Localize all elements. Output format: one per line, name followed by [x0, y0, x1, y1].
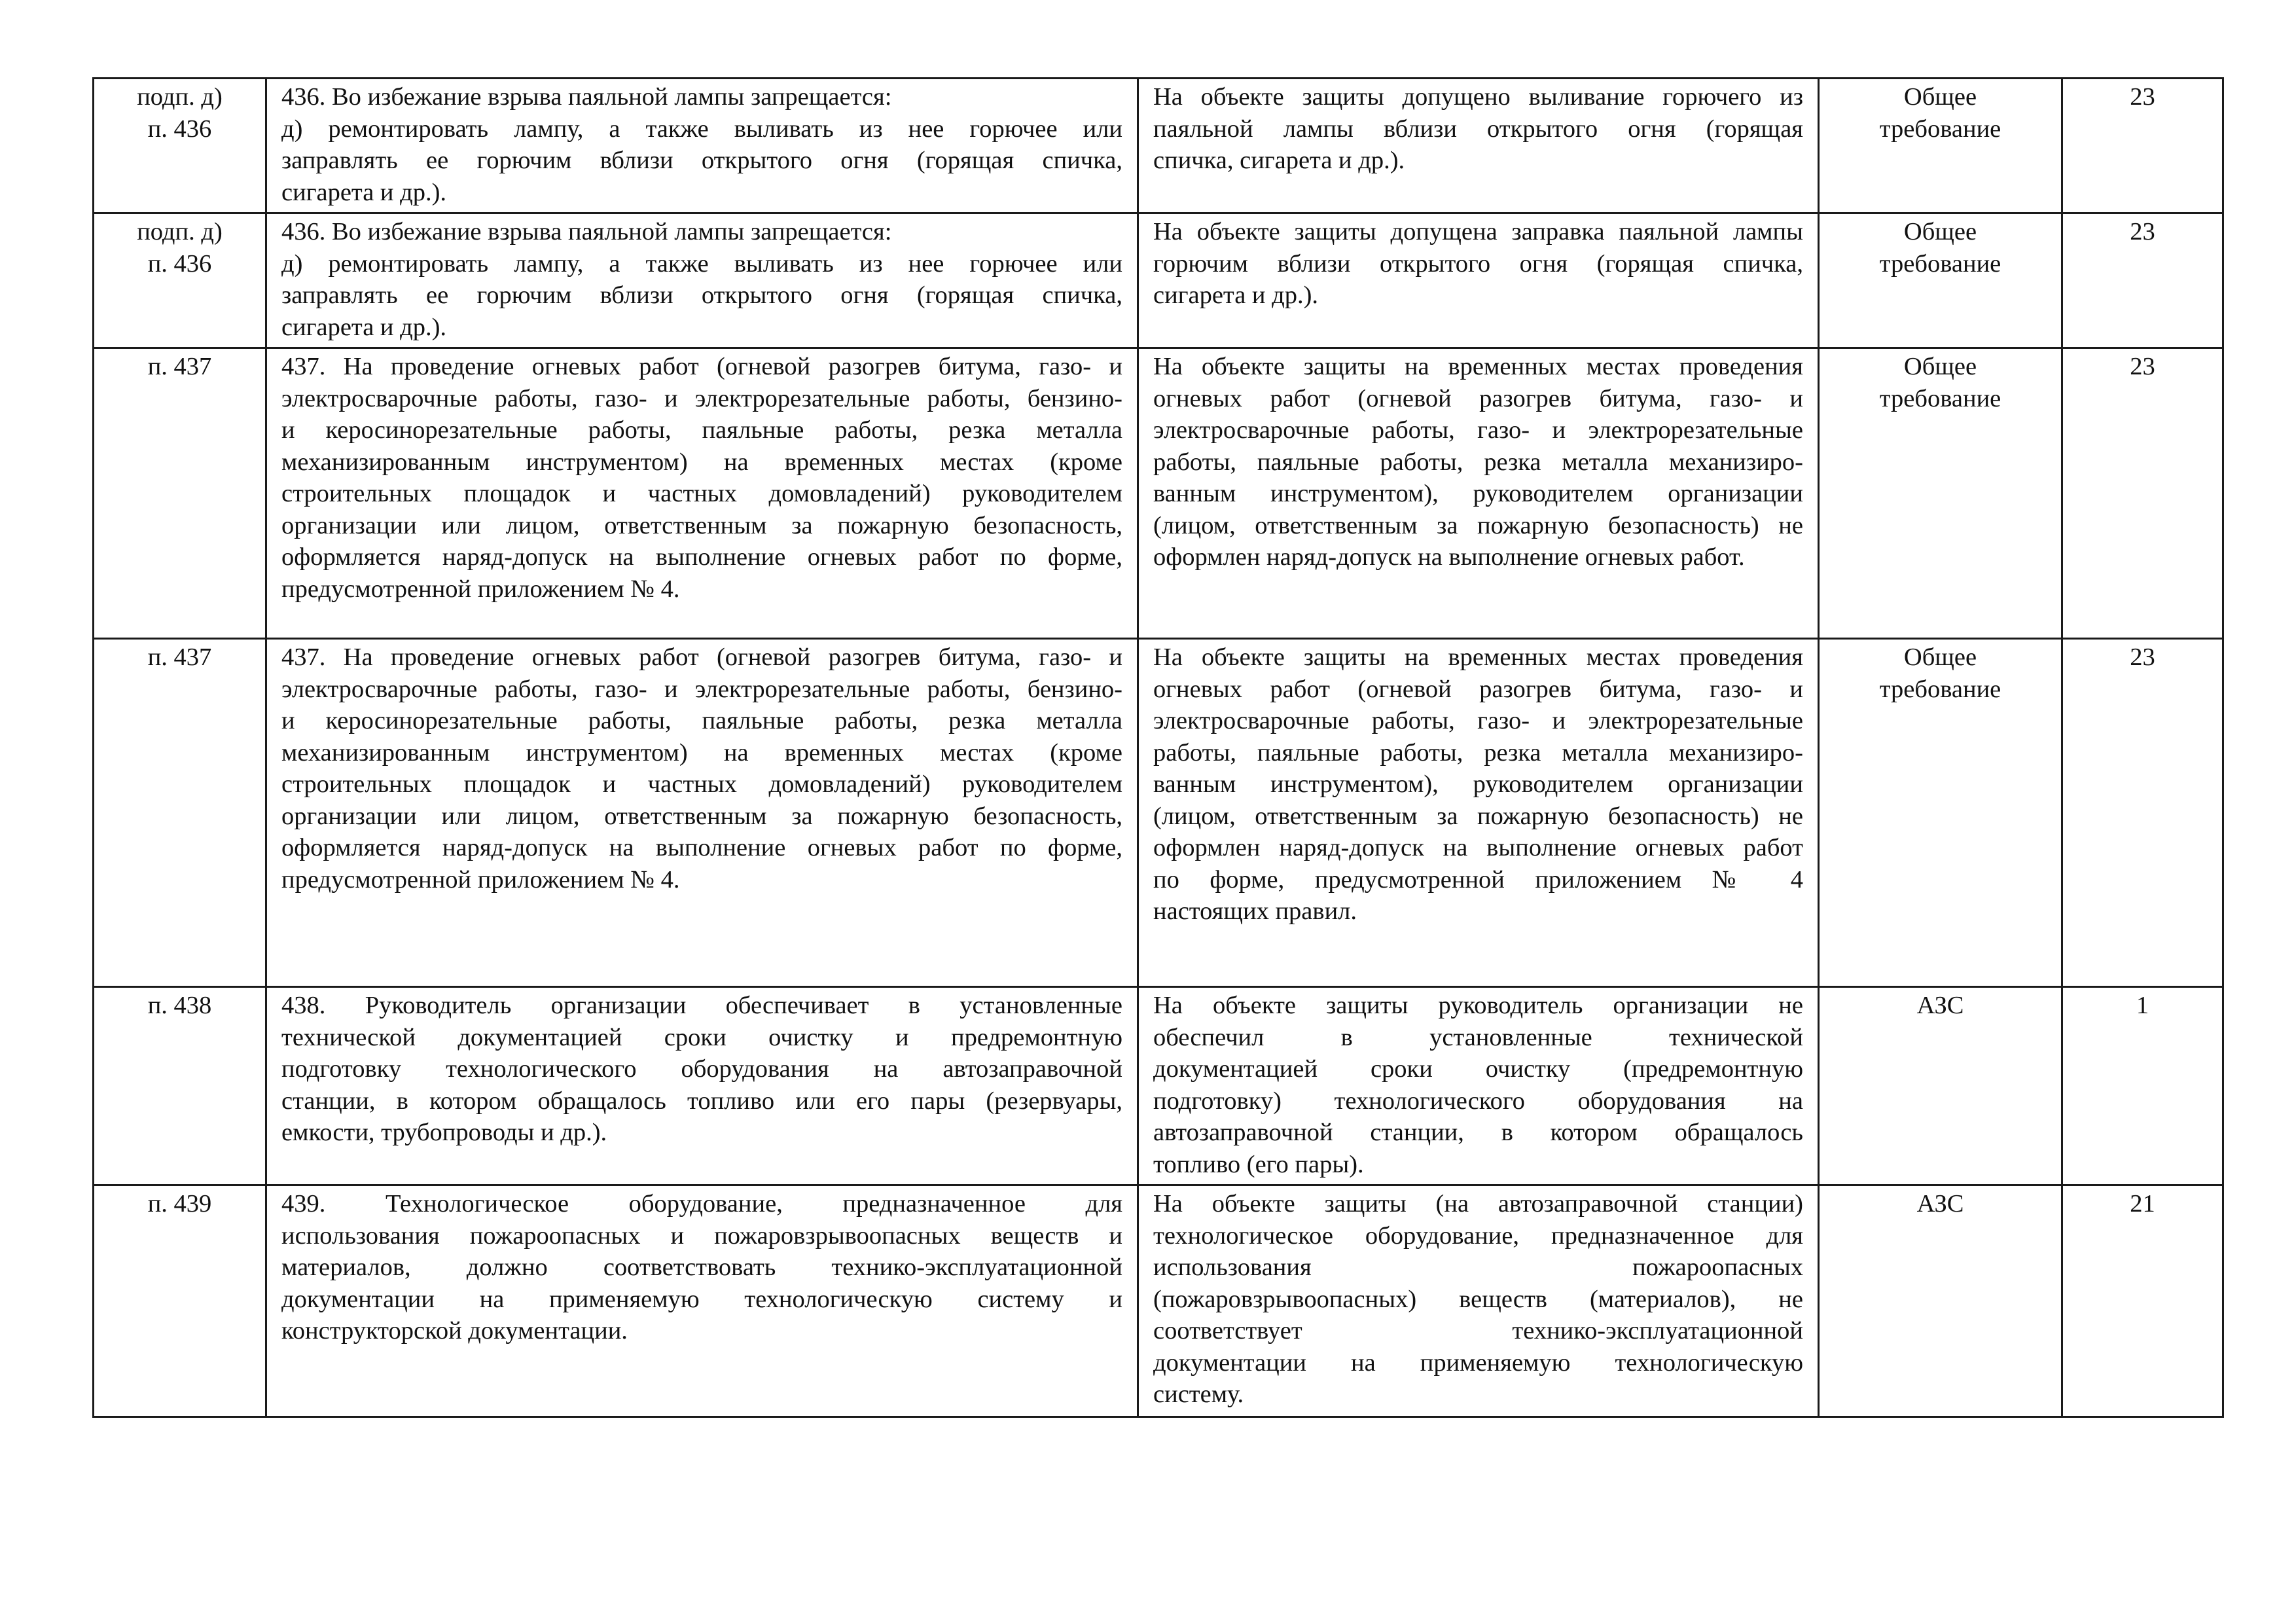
requirement-line: механизированным инструментом) на временных местах (кроме [281, 448, 1122, 476]
number-cell: 23 [2062, 639, 2223, 987]
requirement-line: емкости, трубопроводы и др.). [281, 1119, 607, 1146]
requirement-cell [266, 348, 1138, 639]
violation-line: соответствует технико-эксплуатационной [1153, 1317, 1803, 1344]
requirement-line: 436. Во избежание взрыва паяльной лампы запрещается: [281, 218, 892, 245]
requirement-cell [266, 639, 1138, 987]
requirement-line: конструкторской документации. [281, 1317, 628, 1344]
violation-line: электросварочные работы, газо- и электрорезательные [1153, 416, 1803, 444]
violation-line: сигарета и др.). [1153, 281, 1319, 309]
number-cell: 23 [2062, 348, 2223, 639]
table-row [94, 213, 2223, 348]
violation-line: огневых работ (огневой разогрев битума, газо- и [1153, 675, 1803, 703]
requirement-line: заправлять ее горючим вблизи открытого огня (горящая спичка, [281, 281, 1122, 309]
requirement-line: строительных площадок и частных домовладений) руководителем [281, 770, 1122, 798]
violation-line: На объекте защиты руководитель организации не [1153, 992, 1803, 1019]
violation-cell [1138, 639, 1819, 987]
category-line: Общее [1903, 83, 1977, 111]
requirement-line: 438. Руководитель организации обеспечивает в установленные [281, 992, 1122, 1019]
category-line: требование [1879, 115, 2001, 143]
violation-cell [1138, 1185, 1819, 1417]
table-row [94, 987, 2223, 1185]
violation-cell [1138, 213, 1819, 348]
requirement-line: д) ремонтировать лампу, а также выливать из нее горючее или [281, 249, 1122, 278]
reference-line: подп. д) [137, 83, 223, 111]
violation-line: обеспечил в установленные технической [1153, 1023, 1803, 1051]
category-line: АЗС [1916, 1190, 1964, 1218]
requirement-line: 437. На проведение огневых работ (огневой разогрев битума, газо- и [281, 353, 1122, 380]
requirement-line: использования пожароопасных и пожаровзрывоопасных веществ и [281, 1221, 1122, 1250]
table-body [94, 79, 2223, 1417]
requirement-line: оформляется наряд-допуск на выполнение огневых работ по форме, [281, 834, 1122, 861]
number-cell: 23 [2062, 213, 2223, 348]
reference-line: п. 437 [147, 353, 212, 380]
category-cell [1819, 639, 2062, 987]
violation-line: На объекте защиты (на автозаправочной станции) [1153, 1190, 1803, 1218]
requirement-line: 439. Технологическое оборудование, предназначенное для [281, 1190, 1122, 1218]
table-row [94, 639, 2223, 987]
category-line: требование [1879, 249, 2001, 278]
reference-line: п. 438 [147, 992, 212, 1019]
requirement-line: станции, в котором обращалось топливо или его пары (резервуары, [281, 1087, 1122, 1115]
violation-line: электросварочные работы, газо- и электрорезательные [1153, 707, 1803, 734]
requirement-line: и керосинорезательные работы, паяльные работы, резка металла [281, 416, 1122, 444]
reference-line: п. 436 [147, 115, 212, 143]
violation-line: подготовку) технологического оборудования на [1153, 1087, 1803, 1115]
violation-line: ванным инструментом), руководителем организации [1153, 770, 1803, 798]
violation-line: технологическое оборудование, предназначенное для [1153, 1221, 1803, 1250]
violation-line: документацией сроки очистку (предремонтную [1153, 1055, 1803, 1083]
category-line: Общее [1903, 643, 1977, 671]
category-cell [1819, 987, 2062, 1185]
reference-line: подп. д) [137, 218, 223, 245]
requirement-line: оформляется наряд-допуск на выполнение огневых работ по форме, [281, 543, 1122, 571]
category-cell [1819, 348, 2062, 639]
category-cell [1819, 213, 2062, 348]
requirement-line: механизированным инструментом) на временных местах (кроме [281, 738, 1122, 767]
reference-cell [94, 639, 266, 987]
violation-line: автозаправочной станции, в котором обращалось [1153, 1119, 1803, 1146]
violation-line: настоящих правил. [1153, 897, 1357, 925]
violation-cell [1138, 987, 1819, 1185]
reference-cell [94, 1185, 266, 1417]
category-line: АЗС [1916, 992, 1964, 1019]
category-line: Общее [1903, 353, 1977, 380]
requirement-line: сигарета и др.). [281, 178, 447, 206]
requirement-line: предусмотренной приложением № 4. [281, 575, 680, 603]
requirement-cell [266, 213, 1138, 348]
requirement-cell [266, 1185, 1138, 1417]
violation-line: (лицом, ответственным за пожарную безопасность) не [1153, 802, 1803, 830]
requirement-line: электросварочные работы, газо- и электрорезательные работы, бензино- [281, 675, 1122, 703]
category-line: требование [1879, 675, 2001, 703]
requirement-line: документации на применяемую технологическую систему и [281, 1285, 1122, 1313]
violation-line: использования пожароопасных [1153, 1254, 1803, 1281]
requirement-line: д) ремонтировать лампу, а также выливать из нее горючее или [281, 115, 1122, 143]
violation-line: спичка, сигарета и др.). [1153, 147, 1405, 174]
reference-cell [94, 987, 266, 1185]
table-row [94, 1185, 2223, 1417]
violation-line: топливо (его пары). [1153, 1150, 1364, 1178]
requirement-line: подготовку технологического оборудования на автозаправочной [281, 1055, 1122, 1083]
violation-line: горючим вблизи открытого огня (горящая спичка, [1153, 249, 1803, 278]
requirement-cell [266, 79, 1138, 213]
reference-line: п. 439 [147, 1190, 212, 1218]
reference-line: п. 436 [147, 249, 212, 278]
requirement-line: сигарета и др.). [281, 313, 447, 341]
violation-line: На объекте защиты на временных местах проведения [1153, 353, 1803, 380]
requirement-line: предусмотренной приложением № 4. [281, 865, 680, 893]
violation-line: На объекте защиты допущено выливание горючего из [1153, 83, 1803, 111]
requirement-line: организации или лицом, ответственным за пожарную безопасность, [281, 802, 1122, 830]
violation-line: (лицом, ответственным за пожарную безопасность) не [1153, 511, 1803, 539]
violation-cell [1138, 79, 1819, 213]
table-row [94, 79, 2223, 213]
violation-line: работы, паяльные работы, резка металла механизиро- [1153, 448, 1803, 476]
requirement-line: технической документацией сроки очистку и предремонтную [281, 1023, 1122, 1051]
violation-line: оформлен наряд-допуск на выполнение огневых работ [1153, 834, 1803, 861]
reference-cell [94, 348, 266, 639]
category-cell [1819, 79, 2062, 213]
requirement-line: материалов, должно соответствовать технико-эксплуатационной [281, 1254, 1122, 1281]
category-line: требование [1879, 384, 2001, 412]
requirement-line: электросварочные работы, газо- и электрорезательные работы, бензино- [281, 384, 1122, 412]
requirement-line: 437. На проведение огневых работ (огневой разогрев битума, газо- и [281, 643, 1122, 671]
violation-line: ванным инструментом), руководителем организации [1153, 480, 1803, 507]
requirements-table [92, 77, 2224, 1418]
violation-line: документации на применяемую технологическую [1153, 1348, 1803, 1377]
category-line: Общее [1903, 218, 1977, 245]
table-row [94, 348, 2223, 639]
violation-cell [1138, 348, 1819, 639]
number-cell: 23 [2062, 79, 2223, 213]
violation-line: оформлен наряд-допуск на выполнение огневых работ. [1153, 543, 1745, 571]
violation-line: На объекте защиты допущена заправка паяльной лампы [1153, 218, 1803, 245]
requirement-line: 436. Во избежание взрыва паяльной лампы запрещается: [281, 83, 892, 111]
number-cell: 1 [2062, 987, 2223, 1185]
requirement-line: заправлять ее горючим вблизи открытого огня (горящая спичка, [281, 147, 1122, 174]
violation-line: На объекте защиты на временных местах проведения [1153, 643, 1803, 671]
reference-cell [94, 79, 266, 213]
violation-line: систему. [1153, 1380, 1244, 1408]
violation-line: по форме, предусмотренной приложением № 4 [1153, 865, 1803, 893]
number-cell: 21 [2062, 1185, 2223, 1417]
category-cell [1819, 1185, 2062, 1417]
violation-line: огневых работ (огневой разогрев битума, газо- и [1153, 384, 1803, 412]
requirement-line: и керосинорезательные работы, паяльные работы, резка металла [281, 707, 1122, 734]
reference-line: п. 437 [147, 643, 212, 671]
requirement-line: строительных площадок и частных домовладений) руководителем [281, 480, 1122, 507]
violation-line: паяльной лампы вблизи открытого огня (горящая [1153, 115, 1803, 143]
requirement-line: организации или лицом, ответственным за пожарную безопасность, [281, 511, 1122, 539]
reference-cell [94, 213, 266, 348]
requirement-cell [266, 987, 1138, 1185]
violation-line: (пожаровзрывоопасных) веществ (материалов), не [1153, 1285, 1803, 1313]
violation-line: работы, паяльные работы, резка металла механизиро- [1153, 738, 1803, 767]
